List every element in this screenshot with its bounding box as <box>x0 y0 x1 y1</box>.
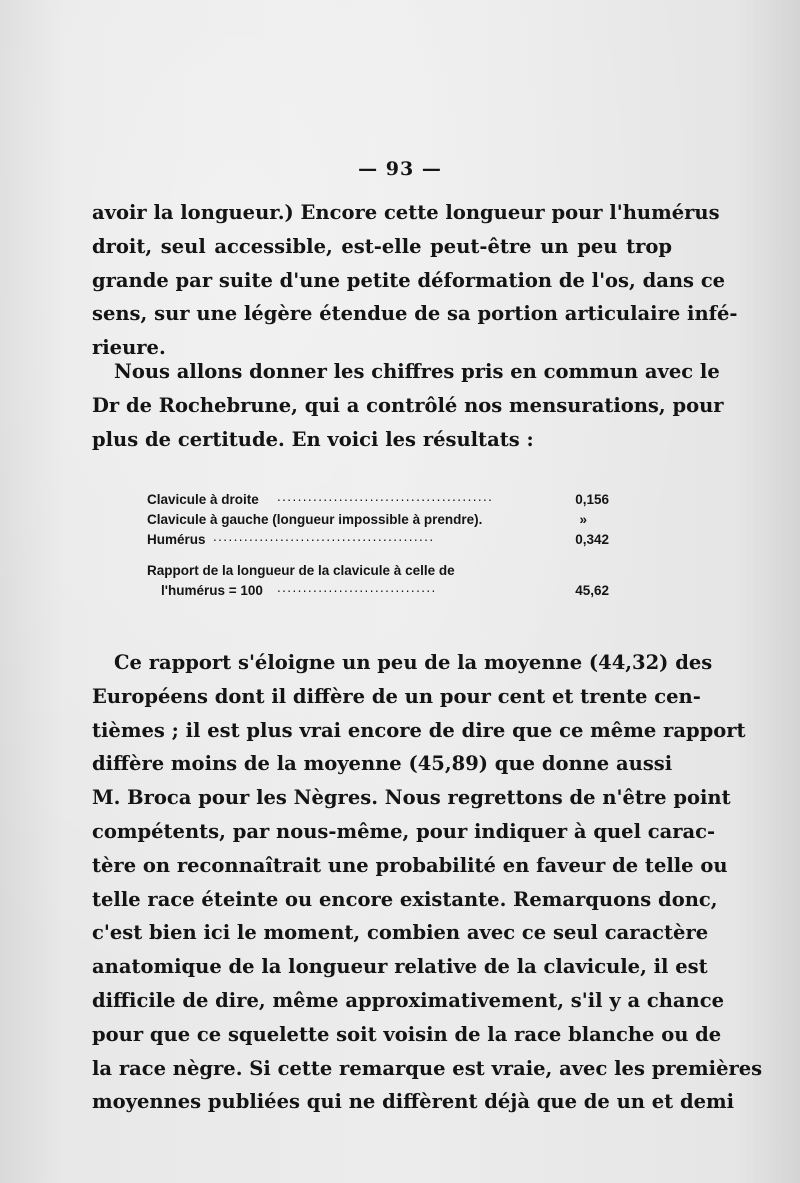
leader-dots: .......................................... <box>277 489 494 504</box>
text-line: rieure. <box>92 336 166 360</box>
paragraph-1 <box>92 196 738 365</box>
paragraph-3 <box>92 646 763 1119</box>
row-value: » <box>579 512 587 527</box>
text-line: moyennes publiées qui ne diffèrent déjà que de un et demi <box>92 1090 735 1114</box>
text-line: compétents, par nous-même, pour indiquer à quel carac- <box>92 819 716 843</box>
row-label: Clavicule à gauche (longueur impossible à prendre). <box>147 512 483 527</box>
text-line: plus de certitude. En voici les résultats : <box>92 427 534 451</box>
text-line: telle race éteinte ou encore existante. Remarquons donc, <box>92 887 718 911</box>
text-line: Dr de Rochebrune, qui a contrôlé nos mensurations, pour <box>92 393 724 417</box>
text-line: Nous allons donner les chiffres pris en commun avec le <box>114 360 720 383</box>
text-line: tièmes ; il est plus vrai encore de dire que ce même rapport <box>92 718 746 742</box>
ratio-label: Rapport de la longueur de la clavicule à celle de <box>147 563 455 578</box>
text-line: tère on reconnaîtrait une probabilité en faveur de telle ou <box>92 853 728 877</box>
text-line: Ce rapport s'éloigne un peu de la moyenne (44,32) des <box>114 651 713 674</box>
row-label: Humérus <box>147 532 206 547</box>
text-line: pour que ce squelette soit voisin de la race blanche ou de <box>92 1022 722 1046</box>
text-line: c'est bien ici le moment, combien avec ce seul caractère <box>92 921 709 945</box>
ratio-label-continued: l'humérus = 100 <box>161 583 263 598</box>
text-line: diffère moins de la moyenne (45,89) que donne aussi <box>92 752 673 776</box>
row-value: 0,156 <box>575 492 609 507</box>
row-value: 0,342 <box>575 532 609 547</box>
text-line: M. Broca pour les Nègres. Nous regrettons de n'être point <box>92 786 731 810</box>
text-line: avoir la longueur.) Encore cette longueur pour l'humérus <box>92 201 720 224</box>
text-line: droit, seul accessible, est-elle peut-être un peu trop <box>92 234 672 258</box>
page-number-header: — 93 — <box>358 158 442 180</box>
text-line: grande par suite d'une petite déformation de l'os, dans ce <box>92 268 726 292</box>
ratio-value: 45,62 <box>575 583 609 598</box>
text-line: sens, sur une légère étendue de sa portion articulaire infé- <box>92 302 738 326</box>
text-line: la race nègre. Si cette remarque est vraie, avec les premières <box>92 1056 763 1080</box>
text-line: difficile de dire, même approximativement, s'il y a chance <box>92 988 725 1012</box>
row-label: Clavicule à droite <box>147 492 259 507</box>
leader-dots: ........................................... <box>213 529 435 544</box>
table-row <box>147 530 609 550</box>
table-row <box>147 581 609 601</box>
table-row <box>147 490 609 510</box>
paragraph-2 <box>92 355 724 456</box>
text-line: Européens dont il diffère de un pour cent et trente cen- <box>92 684 701 708</box>
text-line: anatomique de la longueur relative de la clavicule, il est <box>92 955 708 979</box>
leader-dots: ............................... <box>277 580 437 595</box>
